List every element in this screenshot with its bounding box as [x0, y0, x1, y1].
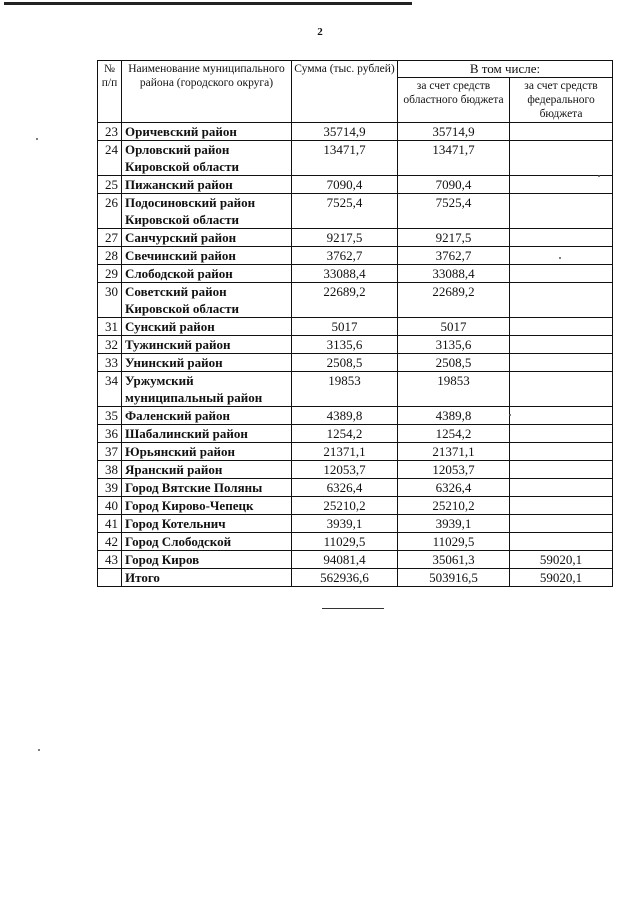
row-regional: 2508,5 [398, 354, 510, 372]
row-regional: 25210,2 [398, 497, 510, 515]
row-federal [510, 283, 613, 318]
table-row [98, 123, 613, 141]
table-header [98, 61, 613, 123]
scan-speck [38, 749, 40, 751]
row-number: 43 [98, 551, 122, 569]
row-number: 30 [98, 283, 122, 318]
row-name: Сунский район [122, 318, 292, 336]
row-regional: 35061,3 [398, 551, 510, 569]
row-name: Итого [122, 569, 292, 587]
row-federal [510, 123, 613, 141]
row-regional: 11029,5 [398, 533, 510, 551]
table-row [98, 443, 613, 461]
row-regional: 7090,4 [398, 176, 510, 194]
row-regional: 13471,7 [398, 141, 510, 176]
row-federal [510, 141, 613, 176]
table-row [98, 318, 613, 336]
top-rule [4, 2, 412, 5]
row-number: 33 [98, 354, 122, 372]
row-name: Город Слободской [122, 533, 292, 551]
row-regional: 12053,7 [398, 461, 510, 479]
row-regional: 503916,5 [398, 569, 510, 587]
table-row [98, 194, 613, 229]
row-regional: 5017 [398, 318, 510, 336]
row-regional: 3135,6 [398, 336, 510, 354]
scan-speck [36, 138, 38, 140]
header-regional: за счет средств областного бюджета [398, 78, 510, 123]
row-regional: 6326,4 [398, 479, 510, 497]
row-number: 31 [98, 318, 122, 336]
row-regional: 22689,2 [398, 283, 510, 318]
row-number: 27 [98, 229, 122, 247]
row-number: 25 [98, 176, 122, 194]
row-number: 28 [98, 247, 122, 265]
row-name: Слободской район [122, 265, 292, 283]
row-sum: 94081,4 [292, 551, 398, 569]
row-federal [510, 336, 613, 354]
table-row [98, 247, 613, 265]
row-sum: 7525,4 [292, 194, 398, 229]
row-regional: 35714,9 [398, 123, 510, 141]
header-federal: за счет средств федерального бюджета [510, 78, 613, 123]
row-sum: 5017 [292, 318, 398, 336]
row-name: Город Кирово-Чепецк [122, 497, 292, 515]
table-row [98, 229, 613, 247]
row-sum: 3762,7 [292, 247, 398, 265]
row-sum: 3939,1 [292, 515, 398, 533]
row-federal [510, 265, 613, 283]
header-name: Наименование муниципального района (городского округа) [122, 61, 292, 123]
table-body [98, 123, 613, 587]
row-regional: 19853 [398, 372, 510, 407]
row-federal [510, 354, 613, 372]
row-sum: 562936,6 [292, 569, 398, 587]
table-row [98, 515, 613, 533]
table-row [98, 551, 613, 569]
row-number: 38 [98, 461, 122, 479]
row-name: Пижанский район [122, 176, 292, 194]
row-federal [510, 443, 613, 461]
row-sum: 4389,8 [292, 407, 398, 425]
row-name: Фаленский район [122, 407, 292, 425]
row-sum: 21371,1 [292, 443, 398, 461]
row-number [98, 569, 122, 587]
row-sum: 25210,2 [292, 497, 398, 515]
row-name: Советский район Кировской области [122, 283, 292, 318]
row-federal [510, 425, 613, 443]
row-number: 41 [98, 515, 122, 533]
row-federal [510, 194, 613, 229]
row-sum: 22689,2 [292, 283, 398, 318]
row-sum: 35714,9 [292, 123, 398, 141]
row-sum: 33088,4 [292, 265, 398, 283]
row-sum: 2508,5 [292, 354, 398, 372]
row-name: Город Вятские Поляны [122, 479, 292, 497]
row-federal [510, 497, 613, 515]
row-sum: 7090,4 [292, 176, 398, 194]
row-sum: 6326,4 [292, 479, 398, 497]
table-row [98, 354, 613, 372]
row-name: Уржумский муниципальный район [122, 372, 292, 407]
row-sum: 12053,7 [292, 461, 398, 479]
header-including: В том числе: [398, 61, 613, 78]
row-name: Подосиновский район Кировской области [122, 194, 292, 229]
row-number: 32 [98, 336, 122, 354]
row-name: Свечинский район [122, 247, 292, 265]
row-name: Город Котельнич [122, 515, 292, 533]
row-number: 23 [98, 123, 122, 141]
row-name: Орловский район Кировской области [122, 141, 292, 176]
table-row [98, 176, 613, 194]
row-name: Шабалинский район [122, 425, 292, 443]
header-num: № п/п [98, 61, 122, 123]
row-regional: 4389,8 [398, 407, 510, 425]
row-name: Яранский район [122, 461, 292, 479]
row-regional: 21371,1 [398, 443, 510, 461]
row-federal [510, 372, 613, 407]
row-regional: 33088,4 [398, 265, 510, 283]
row-number: 35 [98, 407, 122, 425]
row-federal [510, 407, 613, 425]
table-row [98, 533, 613, 551]
row-number: 24 [98, 141, 122, 176]
row-name: Юрьянский район [122, 443, 292, 461]
table-row [98, 479, 613, 497]
row-regional: 1254,2 [398, 425, 510, 443]
table-row [98, 336, 613, 354]
row-name: Город Киров [122, 551, 292, 569]
row-sum: 1254,2 [292, 425, 398, 443]
row-sum: 11029,5 [292, 533, 398, 551]
row-number: 36 [98, 425, 122, 443]
table-row [98, 407, 613, 425]
row-federal [510, 247, 613, 265]
table-row [98, 425, 613, 443]
row-sum: 19853 [292, 372, 398, 407]
row-regional: 3939,1 [398, 515, 510, 533]
scan-speck [509, 414, 511, 416]
row-regional: 9217,5 [398, 229, 510, 247]
row-federal [510, 461, 613, 479]
row-number: 40 [98, 497, 122, 515]
table-row [98, 141, 613, 176]
budget-table [97, 60, 613, 587]
row-name: Санчурский район [122, 229, 292, 247]
row-sum: 9217,5 [292, 229, 398, 247]
row-number: 42 [98, 533, 122, 551]
table-row [98, 461, 613, 479]
row-number: 29 [98, 265, 122, 283]
row-federal: 59020,1 [510, 551, 613, 569]
row-number: 26 [98, 194, 122, 229]
row-name: Тужинский район [122, 336, 292, 354]
row-federal [510, 229, 613, 247]
row-federal [510, 318, 613, 336]
scan-speck [559, 257, 561, 259]
row-federal [510, 533, 613, 551]
row-regional: 7525,4 [398, 194, 510, 229]
row-sum: 3135,6 [292, 336, 398, 354]
row-number: 37 [98, 443, 122, 461]
row-name: Унинский район [122, 354, 292, 372]
table-row [98, 265, 613, 283]
row-number: 34 [98, 372, 122, 407]
bottom-rule [322, 608, 384, 609]
header-sum: Сумма (тыс. рублей) [292, 61, 398, 123]
row-federal [510, 479, 613, 497]
row-regional: 3762,7 [398, 247, 510, 265]
row-federal: 59020,1 [510, 569, 613, 587]
row-federal [510, 515, 613, 533]
row-sum: 13471,7 [292, 141, 398, 176]
row-name: Оричевский район [122, 123, 292, 141]
row-number: 39 [98, 479, 122, 497]
table-row [98, 283, 613, 318]
row-federal [510, 176, 613, 194]
total-row [98, 569, 613, 587]
table-row [98, 372, 613, 407]
scan-speck [598, 175, 600, 177]
table-row [98, 497, 613, 515]
page-number: 2 [317, 26, 323, 38]
